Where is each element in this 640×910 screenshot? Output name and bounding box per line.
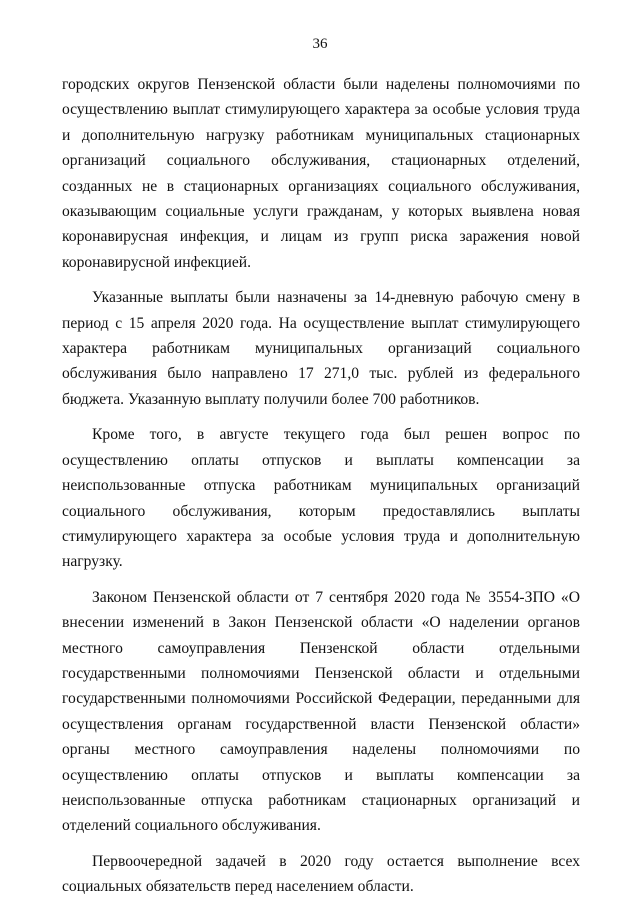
page-number: 36: [312, 36, 328, 52]
paragraph-payments: Указанные выплаты были назначены за 14-дневную рабочую смену в период с 15 апреля 2020 года. На осуществление выплат стимулирующего характера работникам муниципальных организаций социального обслуживания было направлено 17 271,0 тыс. рублей из федерального бюджета. Указанную выплату получили более 700 работников.: [62, 289, 580, 408]
document-body: [62, 72, 580, 910]
paragraph-vacation-pay: Кроме того, в августе текущего года был решен вопрос по осуществлению оплаты отпусков и выплаты компенсации за неиспользованные отпуска работникам муниципальных организаций социального обслуживания, которым предоставлялись выплаты стимулирующего характера за особые условия труда и дополнительную нагрузку.: [62, 426, 580, 571]
paragraph-priority: Первоочередной задачей в 2020 году остается выполнение всех социальных обязательств перед населением области.: [62, 852, 580, 896]
paragraph-law: Законом Пензенской области от 7 сентября 2020 года № 3554-ЗПО «О внесении изменений в Закон Пензенской области «О наделении органов местного самоуправления Пензенской области отдельными государственными полномочиями Пензенской области и отдельными государственными полномочиями Российской Федерации, переданными для осуществления органам государственной власти Пензенской области» органы местного самоуправления наделены полномочиями по осуществлению оплаты отпусков и выплаты компенсации за неиспользованные отпуска работникам стационарных организаций и отделений социального обслуживания.: [62, 588, 580, 835]
paragraph-continuation: городских округов Пензенской области были наделены полномочиями по осуществлению выплат стимулирующего характера за особые условия труда и дополнительную нагрузку работникам муниципальных стационарных организаций социального обслуживания, стационарных отделений, созданных не в стационарных организациях социального обслуживания, оказывающим социальные услуги гражданам, у которых выявлена новая коронавирусная инфекция, и лицам из групп риска заражения новой коронавирусной инфекцией.: [62, 76, 580, 271]
